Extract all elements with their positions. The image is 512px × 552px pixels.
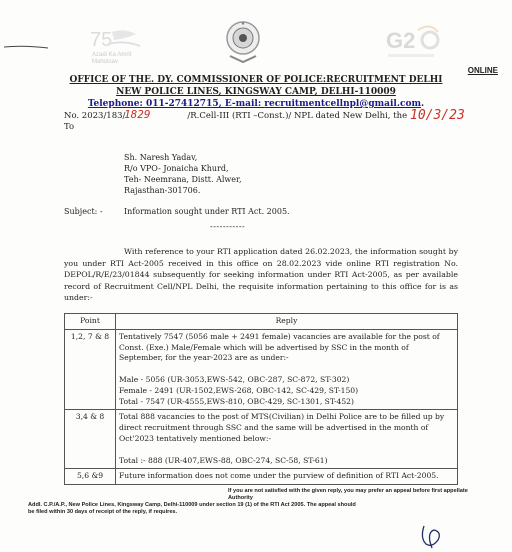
police-badge-icon xyxy=(220,16,266,66)
svg-text:75: 75 xyxy=(90,29,113,51)
left-margin-mark xyxy=(4,44,48,50)
point-cell: 5,6 &9 xyxy=(65,469,116,485)
table-header-row xyxy=(65,314,458,330)
reply-table xyxy=(64,313,458,485)
azadi-ka-amrit-mahotsav-logo xyxy=(84,24,146,72)
g20-logo xyxy=(384,22,440,66)
reply-spacer xyxy=(119,445,454,456)
footer-line: If you are not satisfied with the given reply, you may prefer an appeal before first appellate Authority xyxy=(228,488,468,501)
subject-label: Subject: - xyxy=(64,207,103,216)
telephone-line: Telephone: 011-27412715, E-mail: xyxy=(87,99,265,109)
reference-line xyxy=(64,111,407,121)
office-address: NEW POLICE LINES, KINGSWAY CAMP, DELHI-110009 xyxy=(116,87,396,97)
footer-line: Addl. C.P./A.P., New Police Lines, Kingsway Camp, Delhi-110009 under section 19 (1) of the RTI Act 2005. The appeal should xyxy=(28,502,356,508)
reply-column-header: Reply xyxy=(116,314,458,330)
table-row xyxy=(65,469,458,485)
addressee-line: Rajasthan-301706. xyxy=(124,186,201,195)
addressee-line: Teh- Neemrana, Distt. Alwer, xyxy=(124,175,242,184)
addressee-line: R/o VPO- Jonaicha Khurd, xyxy=(124,164,229,173)
reply-spacer xyxy=(119,364,454,375)
email-link[interactable]: recruitmentcellnpl@gmail.com xyxy=(264,99,421,109)
handwritten-date: 10/3/23 xyxy=(410,108,465,123)
addressee-line: Sh. Naresh Yadav, xyxy=(124,153,198,162)
online-label: ONLINE xyxy=(467,66,498,75)
reply-line: Tentatively 7547 (5056 male + 2491 female) vacancies are available for the post of Const. (Exe.) Male/Female which will be advertised by SSC in the month of September, for the year-2023 are as under:- xyxy=(119,331,440,363)
reply-line: Total :- 888 (UR-407,EWS-88, OBC-274, SC-58, ST-61) xyxy=(119,455,328,465)
svg-text:★: ★ xyxy=(240,21,246,27)
separator-dashes: ----------- xyxy=(210,222,246,231)
office-title: OFFICE OF THE. DY. COMMISSIONER OF POLICE:RECRUITMENT DELHI xyxy=(69,75,443,85)
reply-line: Total - 7547 (UR-4555,EWS-810, OBC-429, SC-1301, ST-452) xyxy=(119,396,354,406)
reply-line: Male - 5056 (UR-3053,EWS-542, OBC-287, SC-872, ST-302) xyxy=(119,374,350,384)
point-column-header: Point xyxy=(65,314,116,330)
reply-cell xyxy=(116,410,458,469)
g20-emblem-icon xyxy=(384,22,440,66)
reply-line: Female - 2491 (UR-1502,EWS-268, OBC-142, SC-429, ST-150) xyxy=(119,385,359,395)
point-cell: 1,2, 7 & 8 xyxy=(65,329,116,410)
reply-line: Total 888 vacancies to the post of MTS(Civilian) in Delhi Police are to be filled up by direct recruitment through SSC and the same will be advertised in the month of Oct'2023 tentatively mentioned below:- xyxy=(119,412,445,443)
mahotsav-logo-text: Azadi Ka Amrit Mahotsav xyxy=(92,52,132,65)
table-row xyxy=(65,329,458,410)
contact-period: . xyxy=(420,99,425,109)
reference-text: /R.Cell-III (RTI –Const.)/ NPL dated New Delhi, the xyxy=(187,111,408,121)
to-label: To xyxy=(64,122,75,132)
addressee-block xyxy=(124,152,242,196)
point-cell: 3,4 & 8 xyxy=(65,410,116,469)
reply-cell xyxy=(116,329,458,410)
table-row xyxy=(65,410,458,469)
delhi-police-emblem xyxy=(220,16,266,66)
reference-number-label: No. 2023/183/ xyxy=(64,111,126,121)
officer-signature xyxy=(408,520,458,550)
handwritten-dispatch-number: 1829 xyxy=(124,108,151,121)
footer-line: be filed within 30 days of receipt of the reply, if requires. xyxy=(28,509,178,515)
svg-text:G2: G2 xyxy=(386,28,416,53)
subject-line xyxy=(64,207,290,216)
body-paragraph: With reference to your RTI application dated 26.02.2023, the information sought by you under RTI Act-2005 received in this office on 28.02.2023 vide online RTI registration No. DEPOL/R/E/23/01844 subsequently for seeking information under RTI Act-2005, as per available record of Recruitment Cell/NPL Delhi, the requisite information pertaining to this office for is as under:- xyxy=(64,247,458,303)
reply-cell xyxy=(116,469,458,485)
subject-text: Information sought under RTI Act. 2005. xyxy=(124,207,290,216)
reply-line: Future information does not come under the purview of definition of RTI Act-2005. xyxy=(119,471,439,481)
appeal-footer-note xyxy=(28,488,480,516)
